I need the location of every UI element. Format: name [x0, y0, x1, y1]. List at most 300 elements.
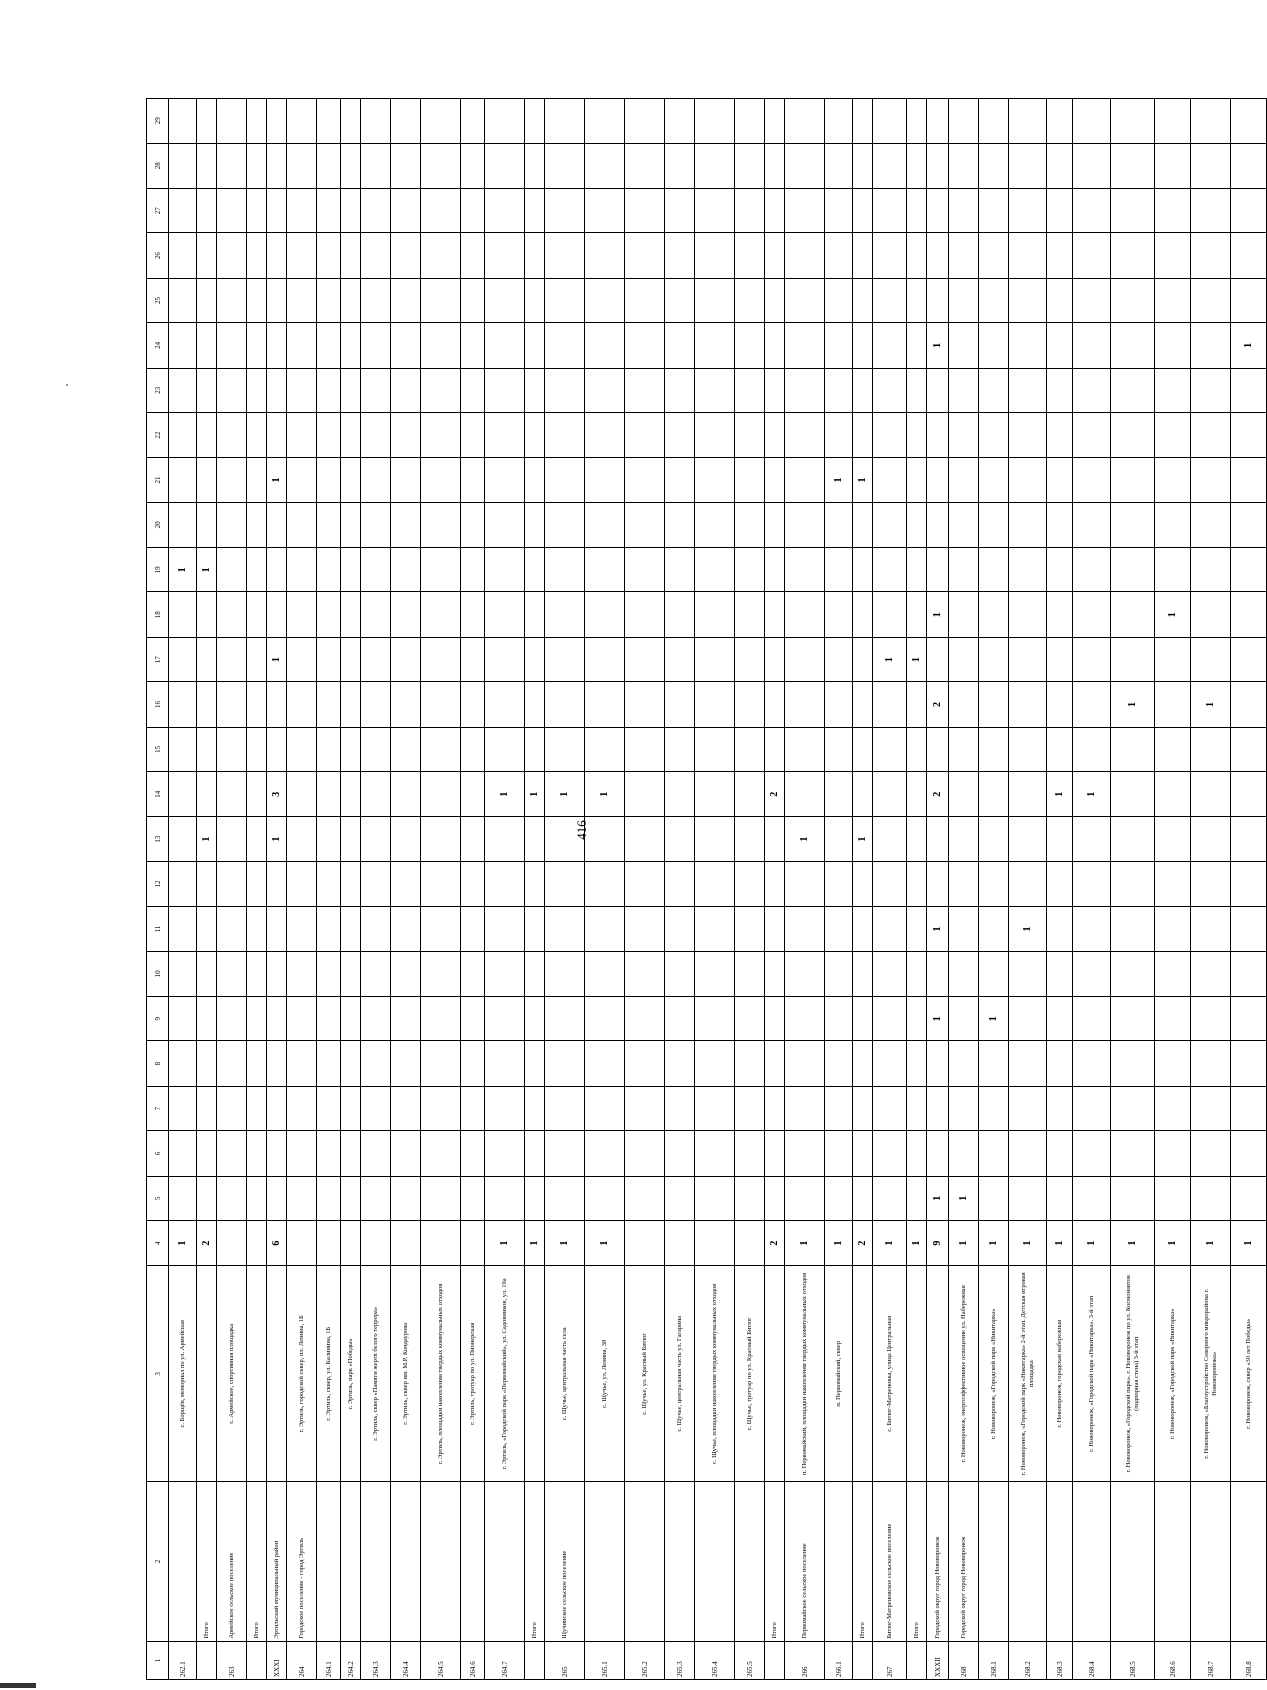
value-cell — [341, 727, 361, 771]
value-cell — [461, 1220, 485, 1265]
value-cell — [735, 1131, 765, 1176]
value-cell — [1047, 1176, 1073, 1220]
value-cell: 1 — [197, 817, 217, 861]
value-cell — [1073, 99, 1111, 144]
value-cell — [391, 458, 421, 502]
value-cell — [825, 548, 853, 592]
value-cell — [1155, 323, 1191, 368]
value-cell — [217, 772, 247, 817]
table-row — [1073, 99, 1111, 1680]
value-cell — [287, 458, 317, 502]
value-cell — [545, 997, 585, 1041]
value-cell — [1191, 772, 1231, 817]
value-cell — [1191, 368, 1231, 412]
value-cell — [665, 1176, 695, 1220]
value-cell — [1073, 502, 1111, 547]
value-cell — [765, 951, 785, 996]
value-cell: 1 — [1111, 682, 1155, 727]
value-cell — [1191, 278, 1231, 322]
value-cell — [267, 1041, 287, 1086]
value-cell — [785, 502, 825, 547]
value-cell — [391, 907, 421, 951]
value-cell — [853, 323, 873, 368]
value-cell: 1 — [825, 458, 853, 502]
column-header-13: 13 — [147, 817, 169, 861]
value-cell — [341, 99, 361, 144]
value-cell — [485, 1131, 525, 1176]
value-cell — [625, 772, 665, 817]
value-cell — [625, 278, 665, 322]
row-number: 266 — [785, 1641, 825, 1679]
value-cell — [949, 727, 979, 771]
table-row — [317, 99, 341, 1680]
value-cell — [461, 368, 485, 412]
value-cell — [825, 188, 853, 232]
value-cell — [625, 682, 665, 727]
value-cell — [525, 1041, 545, 1086]
object-name — [267, 1266, 287, 1482]
value-cell — [169, 323, 197, 368]
value-cell — [287, 997, 317, 1041]
value-cell: 1 — [169, 1220, 197, 1265]
value-cell — [1111, 727, 1155, 771]
object-name: г. Нововоронеж, «Городской парк «Никитарка» — [1155, 1266, 1191, 1482]
value-cell — [907, 861, 927, 906]
value-cell — [247, 548, 267, 592]
value-cell — [317, 907, 341, 951]
value-cell — [695, 412, 735, 457]
value-cell — [695, 99, 735, 144]
value-cell — [461, 458, 485, 502]
value-cell — [1231, 1041, 1267, 1086]
value-cell — [1191, 548, 1231, 592]
object-name: с. Щучье, ул. Ленина, 38 — [585, 1266, 625, 1482]
settlement-name — [341, 1482, 361, 1641]
value-cell — [169, 368, 197, 412]
value-cell — [927, 951, 949, 996]
table-header-row — [147, 99, 169, 1680]
value-cell — [785, 1041, 825, 1086]
value-cell — [1231, 548, 1267, 592]
value-cell — [695, 278, 735, 322]
object-name: г. Эртиль, сквер, ул. Калинина, 1Б — [317, 1266, 341, 1482]
value-cell — [873, 1176, 907, 1220]
value-cell — [391, 412, 421, 457]
value-cell: 1 — [853, 817, 873, 861]
value-cell — [461, 637, 485, 681]
value-cell: 1 — [585, 772, 625, 817]
value-cell — [341, 458, 361, 502]
value-cell — [217, 458, 247, 502]
value-cell — [287, 368, 317, 412]
value-cell — [1073, 861, 1111, 906]
value-cell — [169, 682, 197, 727]
column-header-26: 26 — [147, 233, 169, 278]
value-cell — [197, 637, 217, 681]
value-cell — [485, 502, 525, 547]
value-cell — [825, 817, 853, 861]
value-cell — [625, 1176, 665, 1220]
value-cell — [391, 682, 421, 727]
value-cell — [907, 1086, 927, 1130]
value-cell — [927, 368, 949, 412]
value-cell — [545, 727, 585, 771]
value-cell: 1 — [1155, 1220, 1191, 1265]
value-cell — [695, 951, 735, 996]
value-cell — [317, 727, 341, 771]
row-number: 265.3 — [665, 1641, 695, 1679]
value-cell — [585, 188, 625, 232]
table-row — [341, 99, 361, 1680]
value-cell — [665, 323, 695, 368]
value-cell — [461, 592, 485, 637]
value-cell — [949, 637, 979, 681]
row-number — [907, 1641, 927, 1679]
value-cell — [361, 907, 391, 951]
value-cell — [735, 99, 765, 144]
value-cell — [825, 233, 853, 278]
value-cell — [421, 592, 461, 637]
value-cell — [785, 907, 825, 951]
value-cell — [361, 323, 391, 368]
value-cell — [197, 1131, 217, 1176]
row-number: 264.4 — [391, 1641, 421, 1679]
value-cell — [197, 143, 217, 188]
value-cell — [341, 907, 361, 951]
value-cell — [625, 368, 665, 412]
value-cell — [545, 1041, 585, 1086]
value-cell — [461, 99, 485, 144]
value-cell — [391, 951, 421, 996]
value-cell — [1009, 772, 1047, 817]
value-cell — [1073, 1176, 1111, 1220]
object-name: г. Нововоронеж, «Городской парк «Никитарка» — [979, 1266, 1009, 1482]
value-cell — [1155, 368, 1191, 412]
value-cell — [1047, 1131, 1073, 1176]
value-cell — [665, 951, 695, 996]
value-cell — [949, 682, 979, 727]
value-cell — [391, 143, 421, 188]
table-row — [1047, 99, 1073, 1680]
value-cell — [169, 412, 197, 457]
value-cell — [735, 368, 765, 412]
value-cell — [979, 1176, 1009, 1220]
value-cell — [927, 817, 949, 861]
value-cell — [665, 727, 695, 771]
value-cell — [585, 412, 625, 457]
value-cell — [1155, 817, 1191, 861]
value-cell — [665, 502, 695, 547]
value-cell — [625, 1041, 665, 1086]
value-cell — [267, 1086, 287, 1130]
value-cell: 1 — [1047, 772, 1073, 817]
value-cell — [421, 637, 461, 681]
value-cell — [217, 188, 247, 232]
value-cell — [949, 323, 979, 368]
value-cell — [361, 1220, 391, 1265]
column-header-12: 12 — [147, 861, 169, 906]
value-cell — [341, 1041, 361, 1086]
value-cell — [695, 592, 735, 637]
value-cell — [361, 99, 391, 144]
value-cell — [765, 143, 785, 188]
value-cell: 1 — [927, 592, 949, 637]
value-cell — [765, 1131, 785, 1176]
table-row — [169, 99, 197, 1680]
value-cell — [665, 548, 695, 592]
table-row — [287, 99, 317, 1680]
value-cell — [735, 1041, 765, 1086]
value-cell — [625, 1086, 665, 1130]
value-cell — [1009, 412, 1047, 457]
value-cell — [1009, 997, 1047, 1041]
value-cell: 1 — [1009, 1220, 1047, 1265]
value-cell — [267, 502, 287, 547]
value-cell — [949, 592, 979, 637]
value-cell — [197, 502, 217, 547]
column-header-1: 1 — [147, 1641, 169, 1679]
value-cell — [421, 772, 461, 817]
value-cell — [1047, 143, 1073, 188]
value-cell — [1073, 951, 1111, 996]
value-cell — [585, 817, 625, 861]
scan-edge-mark — [0, 1683, 36, 1688]
value-cell — [585, 861, 625, 906]
value-cell — [1231, 368, 1267, 412]
value-cell — [785, 997, 825, 1041]
value-cell — [625, 861, 665, 906]
value-cell — [1191, 412, 1231, 457]
value-cell — [585, 458, 625, 502]
value-cell — [217, 682, 247, 727]
value-cell — [545, 592, 585, 637]
value-cell — [1009, 278, 1047, 322]
value-cell — [785, 323, 825, 368]
value-cell — [825, 907, 853, 951]
value-cell — [765, 592, 785, 637]
value-cell — [873, 278, 907, 322]
value-cell — [197, 772, 217, 817]
object-name: г. Эртиль, «Городской парк «Первомайский», ул. Садовников, ул. 19а — [485, 1266, 525, 1482]
value-cell — [485, 188, 525, 232]
value-cell — [1073, 278, 1111, 322]
value-cell — [695, 997, 735, 1041]
value-cell — [391, 637, 421, 681]
value-cell — [625, 188, 665, 232]
value-cell — [197, 1176, 217, 1220]
value-cell — [1111, 278, 1155, 322]
value-cell — [927, 502, 949, 547]
row-number: 265.2 — [625, 1641, 665, 1679]
value-cell — [873, 412, 907, 457]
value-cell — [267, 278, 287, 322]
value-cell — [735, 817, 765, 861]
value-cell — [1009, 817, 1047, 861]
value-cell — [873, 907, 907, 951]
value-cell — [927, 637, 949, 681]
value-cell — [217, 861, 247, 906]
value-cell — [391, 1131, 421, 1176]
value-cell — [287, 592, 317, 637]
value-cell — [1191, 1176, 1231, 1220]
value-cell — [979, 1131, 1009, 1176]
object-name: с. Борщёв, мемориал по ул. Армейская — [169, 1266, 197, 1482]
table-row — [853, 99, 873, 1680]
value-cell — [421, 1041, 461, 1086]
row-number: 268.2 — [1009, 1641, 1047, 1679]
value-cell — [1111, 997, 1155, 1041]
object-name: п. Первомайский, сквер — [825, 1266, 853, 1482]
value-cell — [525, 412, 545, 457]
value-cell — [525, 861, 545, 906]
value-cell — [1155, 1176, 1191, 1220]
value-cell — [695, 323, 735, 368]
value-cell — [625, 502, 665, 547]
value-cell — [169, 951, 197, 996]
value-cell — [735, 143, 765, 188]
value-cell — [169, 637, 197, 681]
value-cell — [391, 233, 421, 278]
value-cell — [287, 1086, 317, 1130]
value-cell — [421, 143, 461, 188]
value-cell — [169, 772, 197, 817]
value-cell — [949, 1131, 979, 1176]
value-cell — [665, 907, 695, 951]
value-cell — [873, 997, 907, 1041]
column-header-20: 20 — [147, 502, 169, 547]
value-cell — [765, 278, 785, 322]
value-cell — [267, 548, 287, 592]
table-row — [391, 99, 421, 1680]
value-cell — [873, 1131, 907, 1176]
value-cell — [217, 323, 247, 368]
value-cell — [1047, 997, 1073, 1041]
value-cell — [267, 861, 287, 906]
value-cell — [217, 412, 247, 457]
value-cell — [525, 502, 545, 547]
value-cell — [979, 278, 1009, 322]
value-cell — [735, 772, 765, 817]
settlement-name — [1191, 1482, 1231, 1641]
value-cell — [287, 951, 317, 996]
column-header-5: 5 — [147, 1176, 169, 1220]
value-cell: 9 — [927, 1220, 949, 1265]
value-cell — [391, 1041, 421, 1086]
value-cell — [695, 458, 735, 502]
value-cell — [361, 772, 391, 817]
value-cell — [853, 143, 873, 188]
value-cell — [317, 1041, 341, 1086]
value-cell — [1111, 548, 1155, 592]
value-cell — [421, 1086, 461, 1130]
value-cell — [169, 1086, 197, 1130]
value-cell — [247, 907, 267, 951]
value-cell — [545, 1086, 585, 1130]
value-cell: 1 — [267, 637, 287, 681]
value-cell — [421, 99, 461, 144]
value-cell — [545, 548, 585, 592]
value-cell — [735, 188, 765, 232]
value-cell — [217, 727, 247, 771]
value-cell — [1073, 458, 1111, 502]
value-cell — [625, 907, 665, 951]
value-cell — [907, 1041, 927, 1086]
value-cell — [979, 907, 1009, 951]
value-cell — [421, 368, 461, 412]
value-cell — [1155, 233, 1191, 278]
value-cell — [1047, 368, 1073, 412]
value-cell — [1191, 502, 1231, 547]
value-cell — [247, 592, 267, 637]
row-number: 268.7 — [1191, 1641, 1231, 1679]
value-cell — [525, 907, 545, 951]
value-cell — [1191, 951, 1231, 996]
table-row — [525, 99, 545, 1680]
value-cell — [391, 1176, 421, 1220]
value-cell — [1191, 1131, 1231, 1176]
value-cell — [1155, 143, 1191, 188]
value-cell — [1111, 412, 1155, 457]
value-cell — [361, 817, 391, 861]
table-row — [735, 99, 765, 1680]
value-cell — [825, 997, 853, 1041]
value-cell — [979, 861, 1009, 906]
value-cell — [461, 682, 485, 727]
settlement-name — [1009, 1482, 1047, 1641]
settlement-name: Битюг-Матреновское сельское поселение — [873, 1482, 907, 1641]
value-cell — [853, 1131, 873, 1176]
value-cell — [873, 772, 907, 817]
value-cell — [361, 1041, 391, 1086]
object-name: п. Первомайский, площадки накопления твердых коммунальных отходов — [785, 1266, 825, 1482]
value-cell — [361, 278, 391, 322]
value-cell — [267, 323, 287, 368]
value-cell — [1111, 502, 1155, 547]
value-cell — [585, 548, 625, 592]
value-cell — [361, 458, 391, 502]
value-cell — [169, 1176, 197, 1220]
value-cell: 2 — [853, 1220, 873, 1265]
value-cell — [525, 99, 545, 144]
value-cell — [979, 817, 1009, 861]
value-cell — [853, 278, 873, 322]
value-cell — [949, 997, 979, 1041]
value-cell — [1009, 1176, 1047, 1220]
value-cell — [585, 592, 625, 637]
value-cell — [625, 727, 665, 771]
value-cell — [317, 1131, 341, 1176]
value-cell — [317, 861, 341, 906]
value-cell — [1191, 727, 1231, 771]
value-cell — [391, 1220, 421, 1265]
value-cell — [485, 548, 525, 592]
row-number: XXXI — [267, 1641, 287, 1679]
value-cell — [979, 592, 1009, 637]
value-cell — [1231, 1176, 1267, 1220]
row-number: 265 — [545, 1641, 585, 1679]
value-cell — [1155, 951, 1191, 996]
value-cell — [197, 99, 217, 144]
value-cell — [525, 233, 545, 278]
value-cell: 3 — [267, 772, 287, 817]
object-name — [765, 1266, 785, 1482]
value-cell — [247, 233, 267, 278]
value-cell — [1231, 233, 1267, 278]
value-cell — [525, 727, 545, 771]
value-cell — [485, 997, 525, 1041]
object-name — [853, 1266, 873, 1482]
settlement-name — [695, 1482, 735, 1641]
